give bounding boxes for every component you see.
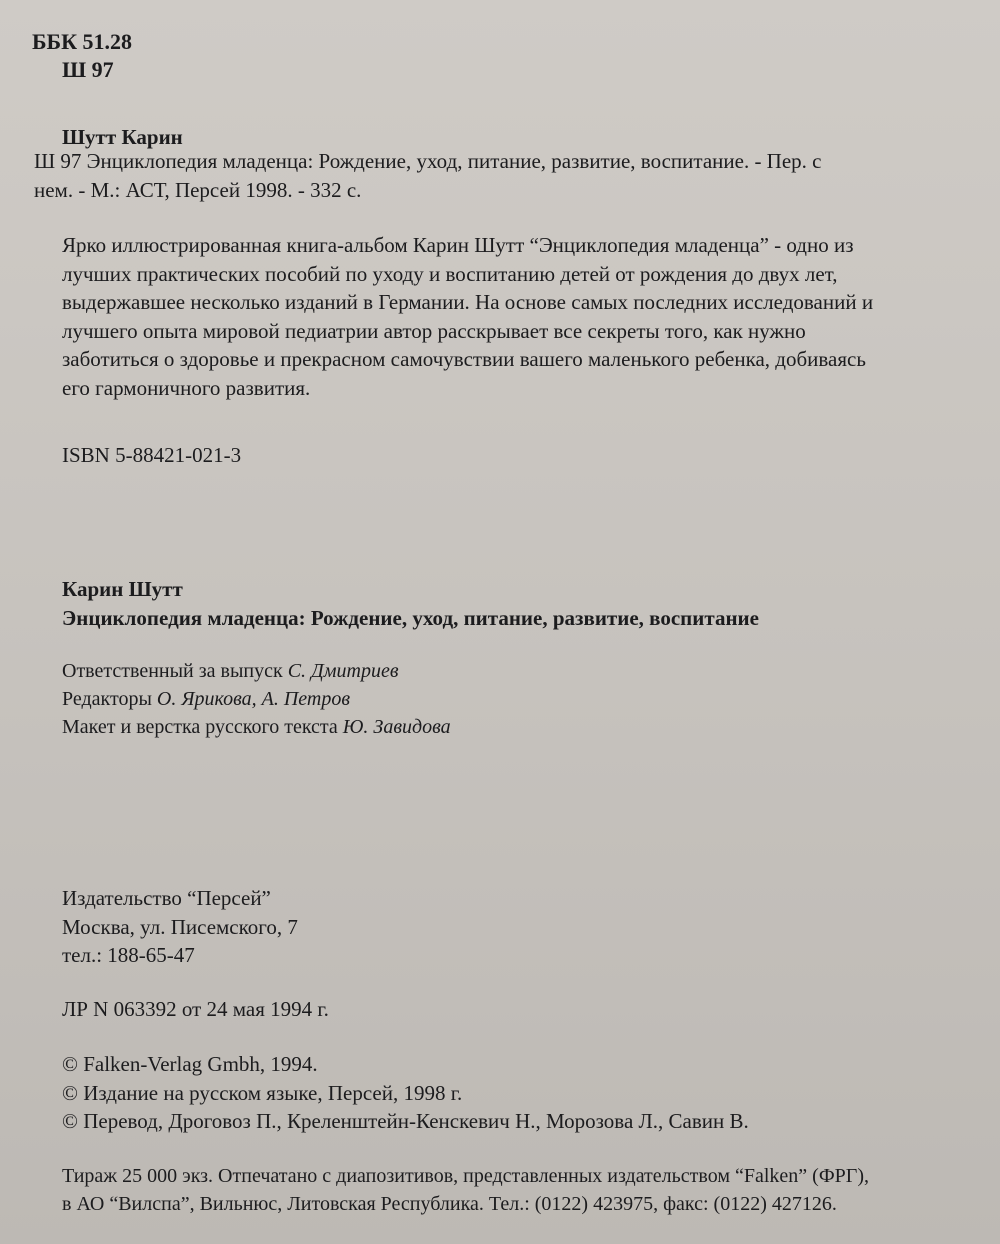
printing-line: в АО “Вилспа”, Вильнюс, Литовская Республика. Тел.: (0122) 423975, факс: (0122) 427126. — [62, 1193, 837, 1215]
catalog-entry-line: Ш 97 Энциклопедия младенца: Рождение, уход, питание, развитие, воспитание. - Пер. с — [34, 149, 822, 173]
license-number: ЛР N 063392 от 24 мая 1994 г. — [62, 997, 329, 1021]
credit-name: О. Ярикова, А. Петров — [156, 688, 351, 710]
annotation-line: лучшего опыта мировой педиатрии автор расскрывает все секреты того, как нужно — [62, 318, 806, 343]
imprint-author: Карин Шутт — [62, 577, 183, 601]
catalog-entry-line: нем. - М.: АСТ, Персей 1998. - 332 с. — [34, 177, 362, 202]
imprint-block — [62, 575, 759, 632]
copyright-block — [62, 1050, 749, 1136]
publisher-block — [62, 884, 298, 970]
copyright-line: © Перевод, Дроговоз П., Креленштейн-Кенскевич Н., Морозова Л., Савин В. — [62, 1109, 749, 1133]
credit-row — [62, 713, 451, 741]
credit-role: Макет и верстка русского текста — [62, 716, 343, 738]
copyright-line: © Издание на русском языке, Персей, 1998 г. — [62, 1080, 463, 1105]
catalog-entry — [34, 147, 822, 204]
annotation-line: Ярко иллюстрированная книга-альбом Карин Шутт “Энциклопедия младенца” - одно из — [62, 233, 854, 257]
credit-role: Редакторы — [62, 688, 157, 710]
credits-block — [62, 657, 451, 741]
credit-role: Ответственный за выпуск — [62, 660, 288, 682]
annotation-line: заботиться о здоровье и прекрасном самочувствии вашего маленького ребенка, добиваясь — [62, 347, 866, 371]
publisher-address: Москва, ул. Писемского, 7 — [62, 914, 298, 939]
annotation-paragraph — [62, 231, 873, 402]
annotation-line: лучших практических пособий по уходу и воспитанию детей от рождения до двух лет, — [62, 261, 838, 286]
credit-row — [62, 657, 451, 685]
printing-info — [62, 1162, 869, 1218]
publisher-name: Издательство “Персей” — [62, 886, 271, 910]
bbk-code: ББК 51.28 — [32, 29, 133, 54]
credit-name: С. Дмитриев — [287, 660, 399, 682]
copyright-line: © Falken-Verlag Gmbh, 1994. — [62, 1052, 318, 1076]
printing-line: Тираж 25 000 экз. Отпечатано с диапозитивов, представленных издательством “Falken” (ФРГ), — [62, 1165, 869, 1187]
annotation-line: выдержавшее несколько изданий в Германии. На основе самых последних исследований и — [62, 290, 874, 314]
imprint-title: Энциклопедия младенца: Рождение, уход, питание, развитие, воспитание — [62, 605, 759, 630]
isbn: ISBN 5-88421-021-3 — [62, 443, 242, 467]
classification-block — [32, 28, 132, 84]
author-mark: Ш 97 — [62, 57, 114, 82]
catalog-author: Шутт Карин — [62, 125, 183, 149]
credit-row — [62, 685, 451, 713]
credit-name: Ю. Завидова — [342, 716, 451, 738]
annotation-line: его гармоничного развития. — [62, 375, 311, 400]
publisher-phone: тел.: 188-65-47 — [62, 943, 195, 967]
